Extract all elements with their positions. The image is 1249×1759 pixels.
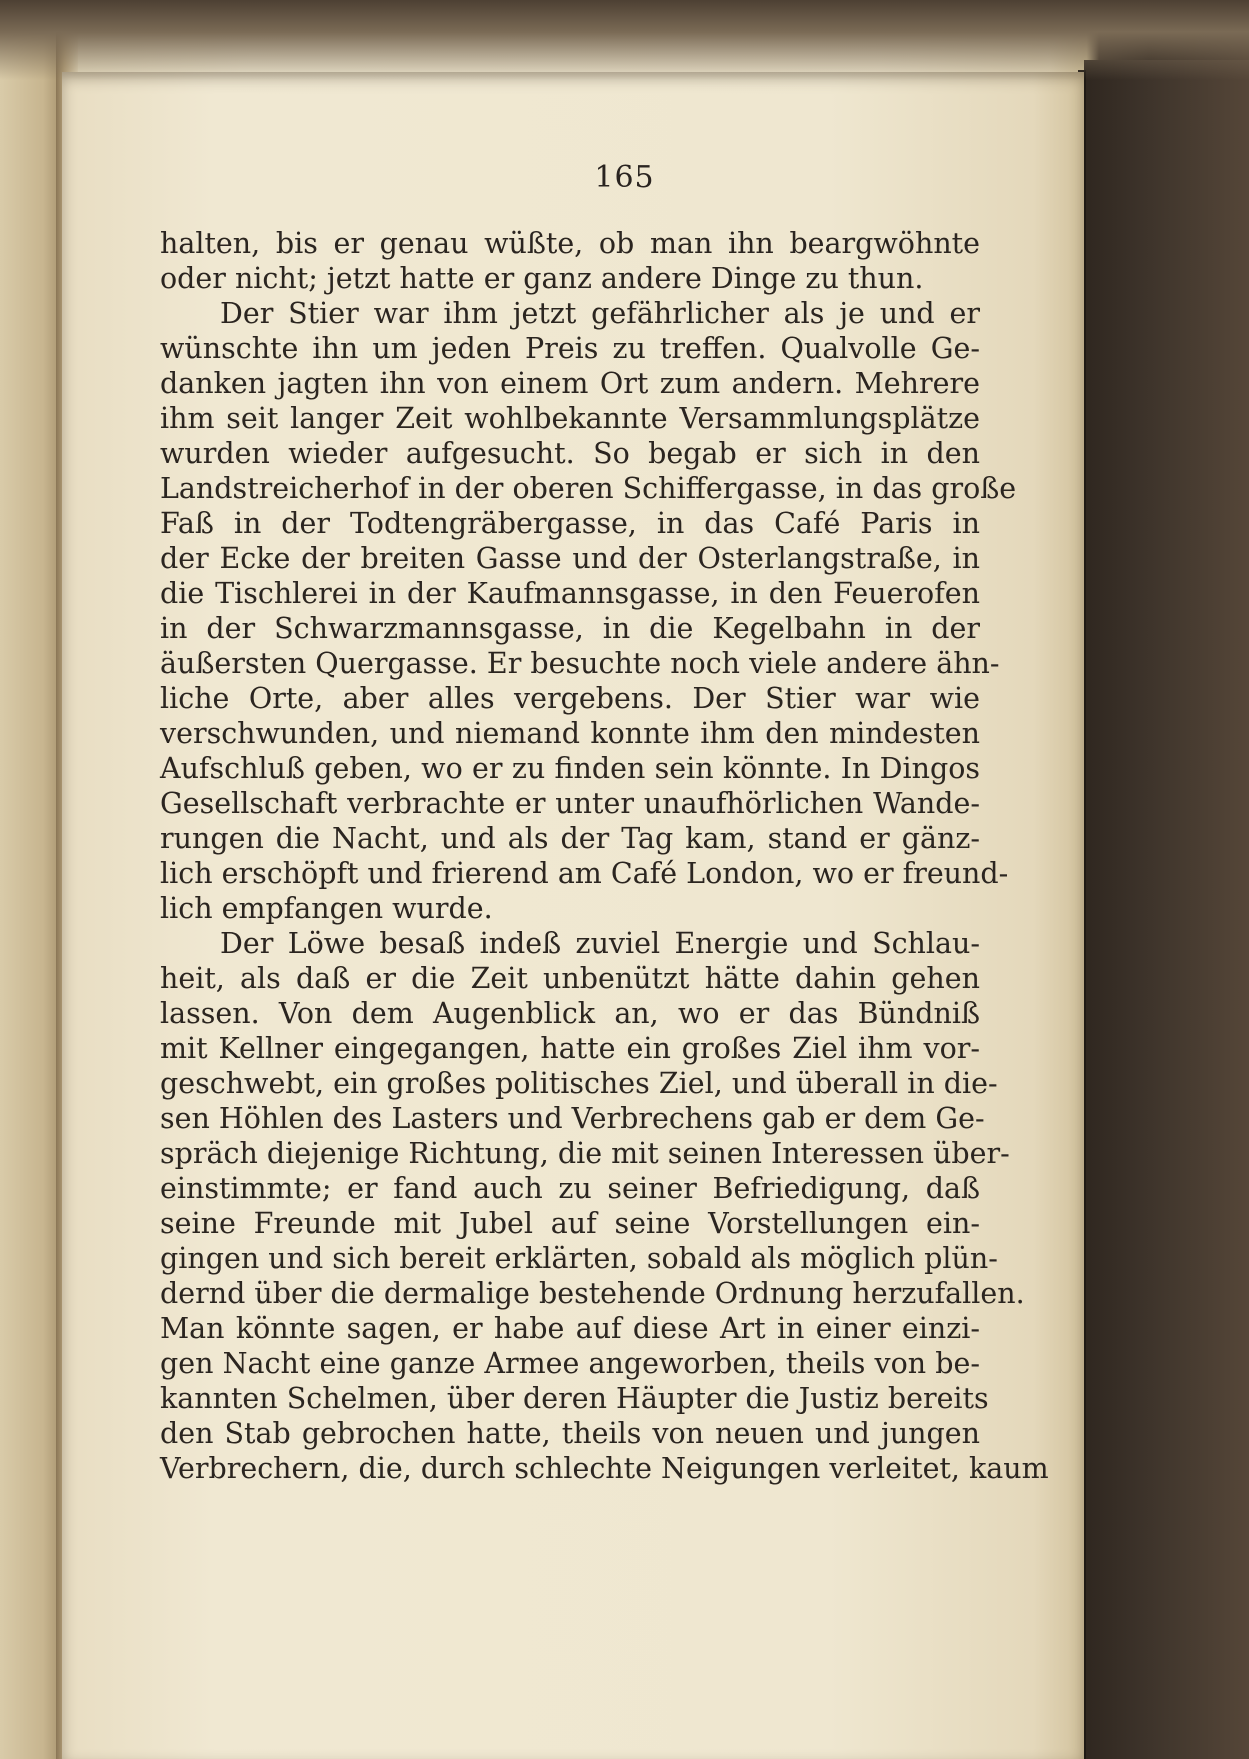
text-line: die Tischlerei in der Kaufmannsgasse, in den Feuerofen bbox=[160, 577, 980, 610]
text-line: gingen und sich bereit erklärten, sobald als möglich plün- bbox=[160, 1242, 998, 1275]
text-line: verschwunden, und niemand konnte ihm den mindesten bbox=[160, 717, 980, 750]
text-line: Gesellschaft verbrachte er unter unaufhörlichen Wande- bbox=[160, 787, 980, 820]
page-number: 165 bbox=[594, 160, 655, 195]
book-cover-edge bbox=[1084, 60, 1249, 1759]
text-line: gen Nacht eine ganze Armee angeworben, theils von be- bbox=[160, 1347, 980, 1380]
text-line: der Ecke der breiten Gasse und der Osterlangstraße, in bbox=[160, 542, 980, 575]
text-line: kannten Schelmen, über deren Häupter die Justiz bereits bbox=[160, 1382, 989, 1415]
text-line: heit, als daß er die Zeit unbenützt hätte dahin gehen bbox=[160, 962, 980, 995]
text-line: rungen die Nacht, und als der Tag kam, stand er gänz- bbox=[160, 822, 980, 855]
text-line: dernd über die dermalige bestehende Ordnung herzufallen. bbox=[160, 1277, 1025, 1310]
text-line: Verbrechern, die, durch schlechte Neigungen verleitet, kaum bbox=[160, 1452, 1049, 1485]
text-line: Aufschluß geben, wo er zu finden sein könnte. In Dingos bbox=[160, 752, 980, 785]
text-line: oder nicht; jetzt hatte er ganz andere Dinge zu thun. bbox=[160, 262, 924, 295]
text-line: in der Schwarzmannsgasse, in die Kegelbahn in der bbox=[160, 612, 980, 645]
text-line: einstimmte; er fand auch zu seiner Befriedigung, daß bbox=[160, 1172, 980, 1205]
text-line: äußersten Quergasse. Er besuchte noch viele andere ähn- bbox=[160, 647, 1000, 680]
text-line: Landstreicherhof in der oberen Schiffergasse, in das große bbox=[160, 472, 1017, 505]
text-line: spräch diejenige Richtung, die mit seinen Interessen über- bbox=[160, 1137, 1010, 1170]
text-line: sen Höhlen des Lasters und Verbrechens gab er dem Ge- bbox=[160, 1102, 985, 1135]
text-line: lassen. Von dem Augenblick an, wo er das Bündniß bbox=[160, 997, 980, 1030]
text-line: halten, bis er genau wüßte, ob man ihn beargwöhnte bbox=[160, 227, 980, 260]
text-line: mit Kellner eingegangen, hatte ein großes Ziel ihm vor- bbox=[160, 1032, 980, 1065]
left-page-edge bbox=[0, 0, 62, 1759]
text-line: wünschte ihn um jeden Preis zu treffen. Qualvolle Ge- bbox=[160, 332, 980, 365]
text-line: liche Orte, aber alles vergebens. Der Stier war wie bbox=[160, 682, 980, 715]
text-line: geschwebt, ein großes politisches Ziel, und überall in die- bbox=[160, 1067, 998, 1100]
text-line: wurden wieder aufgesucht. So begab er sich in den bbox=[160, 437, 980, 470]
text-line: den Stab gebrochen hatte, theils von neuen und jungen bbox=[160, 1417, 980, 1450]
text-line: lich erschöpft und frierend am Café London, wo er freund- bbox=[160, 857, 1009, 890]
text-line: Der Löwe besaß indeß zuviel Energie und Schlau- bbox=[220, 927, 980, 960]
text-line: Faß in der Todtengräbergasse, in das Café Paris in bbox=[160, 507, 980, 540]
text-line: lich empfangen wurde. bbox=[160, 892, 493, 925]
text-line: seine Freunde mit Jubel auf seine Vorstellungen ein- bbox=[160, 1207, 980, 1240]
text-line: Der Stier war ihm jetzt gefährlicher als je und er bbox=[220, 297, 980, 330]
text-line: ihm seit langer Zeit wohlbekannte Versammlungsplätze bbox=[160, 402, 980, 435]
text-line: danken jagten ihn von einem Ort zum andern. Mehrere bbox=[160, 367, 980, 400]
top-shadow bbox=[0, 0, 1249, 80]
body-text bbox=[160, 226, 1049, 1486]
text-line: Man könnte sagen, er habe auf diese Art in einer einzi- bbox=[160, 1312, 980, 1345]
